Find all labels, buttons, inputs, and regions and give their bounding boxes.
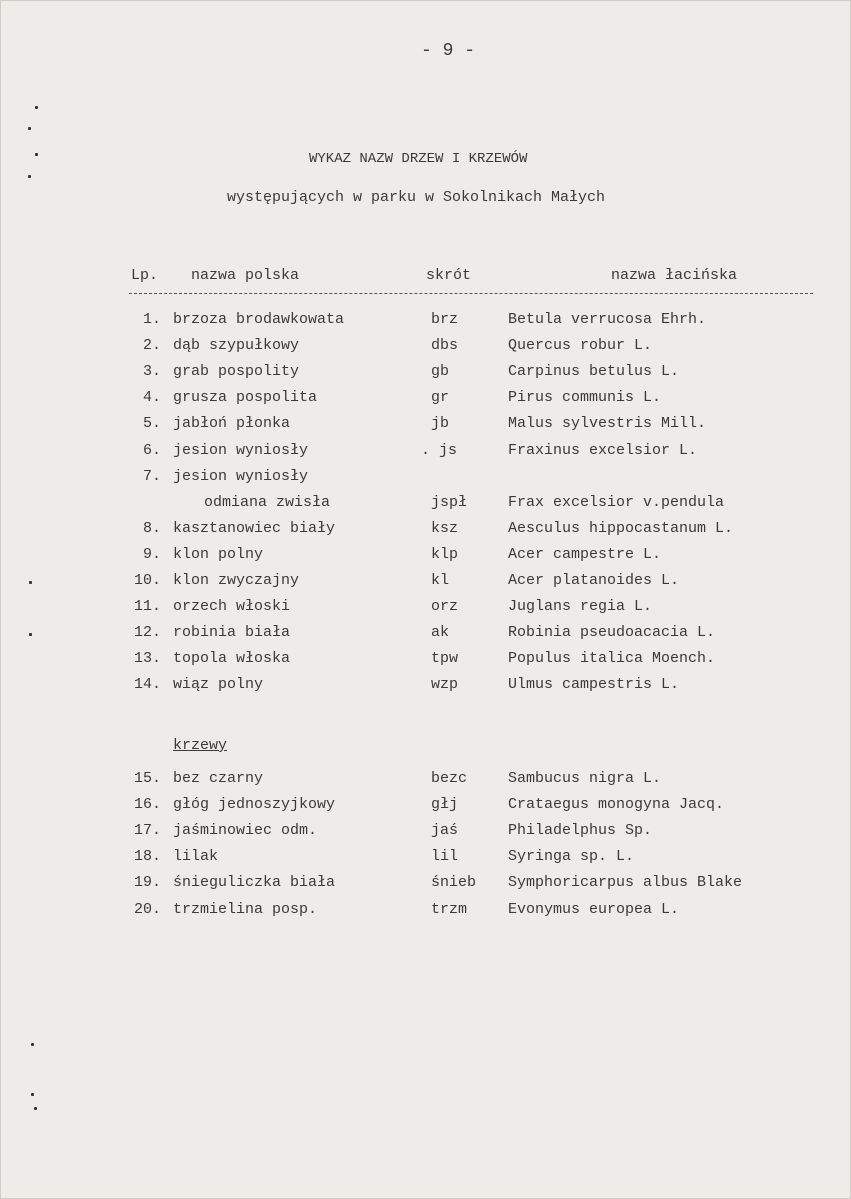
polish-name: jaśminowiec odm. (173, 822, 318, 840)
abbreviation: wzp (431, 676, 459, 694)
margin-mark (29, 581, 32, 584)
abbreviation: gr (431, 389, 450, 407)
latin-name: Quercus robur L. (508, 337, 653, 355)
latin-name: Crataegus monogyna Jacq. (508, 796, 725, 814)
polish-name: jesion wyniosły (173, 467, 309, 485)
row-number: 15. (133, 770, 161, 787)
polish-name: odmiana zwisła (204, 493, 331, 511)
latin-name: Philadelphus Sp. (508, 822, 653, 840)
row-number: 18. (133, 848, 161, 866)
margin-mark (35, 153, 38, 156)
abbreviation: głj (431, 796, 459, 814)
margin-mark (29, 633, 32, 636)
col-lp: Lp. (131, 267, 159, 284)
abbreviation: tpw (431, 650, 459, 668)
polish-name: dąb szypułkowy (173, 337, 300, 355)
abbreviation: lil (431, 848, 459, 866)
polish-name: lilak (173, 848, 219, 866)
margin-mark (28, 127, 31, 130)
row-number: 8. (142, 519, 161, 537)
polish-name: głóg jednoszyjkowy (173, 796, 336, 814)
row-number: 17. (133, 822, 161, 840)
margin-mark (28, 175, 31, 178)
latin-name: Malus sylvestris Mill. (508, 415, 707, 433)
col-polish-name: nazwa polska (191, 267, 300, 284)
latin-name: Robinia pseudoacacia L. (508, 624, 716, 642)
abbreviation: ksz (431, 519, 459, 537)
row-number: 6. (142, 441, 161, 459)
row-number: 16. (133, 796, 161, 814)
shrubs-heading: krzewy (173, 737, 228, 754)
latin-name: Betula verrucosa Ehrh. (508, 311, 707, 328)
abbreviation: dbs (431, 337, 459, 355)
polish-name: grab pospolity (173, 363, 300, 381)
abbreviation: jb (431, 415, 450, 433)
polish-name: trzmielina posp. (173, 900, 318, 918)
row-number: 2. (142, 337, 161, 355)
abbreviation: ak (431, 624, 450, 642)
latin-name: Acer campestre L. (508, 545, 662, 563)
col-latin-name: nazwa łacińska (611, 267, 738, 284)
polish-name: orzech włoski (173, 598, 291, 616)
abbreviation: orz (431, 598, 459, 616)
abbreviation: gb (431, 363, 450, 381)
margin-mark (31, 1043, 34, 1046)
latin-name: Acer platanoides L. (508, 572, 680, 589)
abbreviation: jaś (431, 822, 459, 840)
polish-name: bez czarny (173, 770, 264, 787)
latin-name: Syringa sp. L. (508, 848, 635, 866)
polish-name: kasztanowiec biały (173, 519, 336, 537)
margin-mark (35, 106, 38, 109)
abbreviation: klp (431, 545, 459, 563)
row-number: 7. (142, 467, 161, 485)
row-number: 10. (133, 572, 161, 589)
abbreviation: brz (431, 311, 459, 328)
abbreviation: kl (431, 572, 450, 589)
latin-name: Frax excelsior v.pendula (508, 493, 725, 511)
abbreviation: jspł (431, 493, 468, 511)
latin-name: Populus italica Moench. (508, 650, 716, 668)
header-rule (129, 293, 813, 294)
abbreviation: trzm (431, 900, 468, 918)
latin-name: Pirus communis L. (508, 389, 662, 407)
row-number: 1. (142, 311, 161, 328)
latin-name: Sambucus nigra L. (508, 770, 662, 787)
polish-name: jabłoń płonka (173, 415, 291, 433)
abbreviation: śnieb (431, 874, 477, 892)
latin-name: Carpinus betulus L. (508, 363, 680, 381)
latin-name: Fraxinus excelsior L. (508, 441, 698, 459)
latin-name: Evonymus europea L. (508, 900, 680, 918)
row-number: 20. (133, 900, 161, 918)
margin-mark (34, 1107, 37, 1110)
margin-mark (31, 1093, 34, 1096)
document-title: WYKAZ NAZW DRZEW I KRZEWÓW (309, 151, 528, 167)
polish-name: topola włoska (173, 650, 291, 668)
row-number: 9. (142, 545, 161, 563)
page-number: - 9 - (421, 41, 476, 61)
polish-name: wiąz polny (173, 676, 264, 694)
row-number: 19. (133, 874, 161, 892)
row-number: 3. (142, 363, 161, 381)
row-number: 5. (142, 415, 161, 433)
abbreviation: . js (421, 441, 458, 459)
abbreviation: bezc (431, 770, 468, 787)
polish-name: klon polny (173, 545, 264, 563)
latin-name: Aesculus hippocastanum L. (508, 519, 734, 537)
row-number: 11. (133, 598, 161, 616)
polish-name: jesion wyniosły (173, 441, 309, 459)
polish-name: brzoza brodawkowata (173, 311, 345, 328)
row-number: 12. (133, 624, 161, 642)
latin-name: Ulmus campestris L. (508, 676, 680, 694)
row-number: 13. (133, 650, 161, 668)
polish-name: śnieguliczka biała (173, 874, 336, 892)
row-number: 14. (133, 676, 161, 694)
polish-name: klon zwyczajny (173, 572, 300, 589)
polish-name: robinia biała (173, 624, 291, 642)
latin-name: Symphoricarpus albus Blake (508, 874, 743, 892)
polish-name: grusza pospolita (173, 389, 318, 407)
row-number: 4. (142, 389, 161, 407)
col-abbreviation: skrót (426, 267, 472, 284)
latin-name: Juglans regia L. (508, 598, 653, 616)
document-subtitle: występujących w parku w Sokolnikach Małych (227, 189, 606, 206)
